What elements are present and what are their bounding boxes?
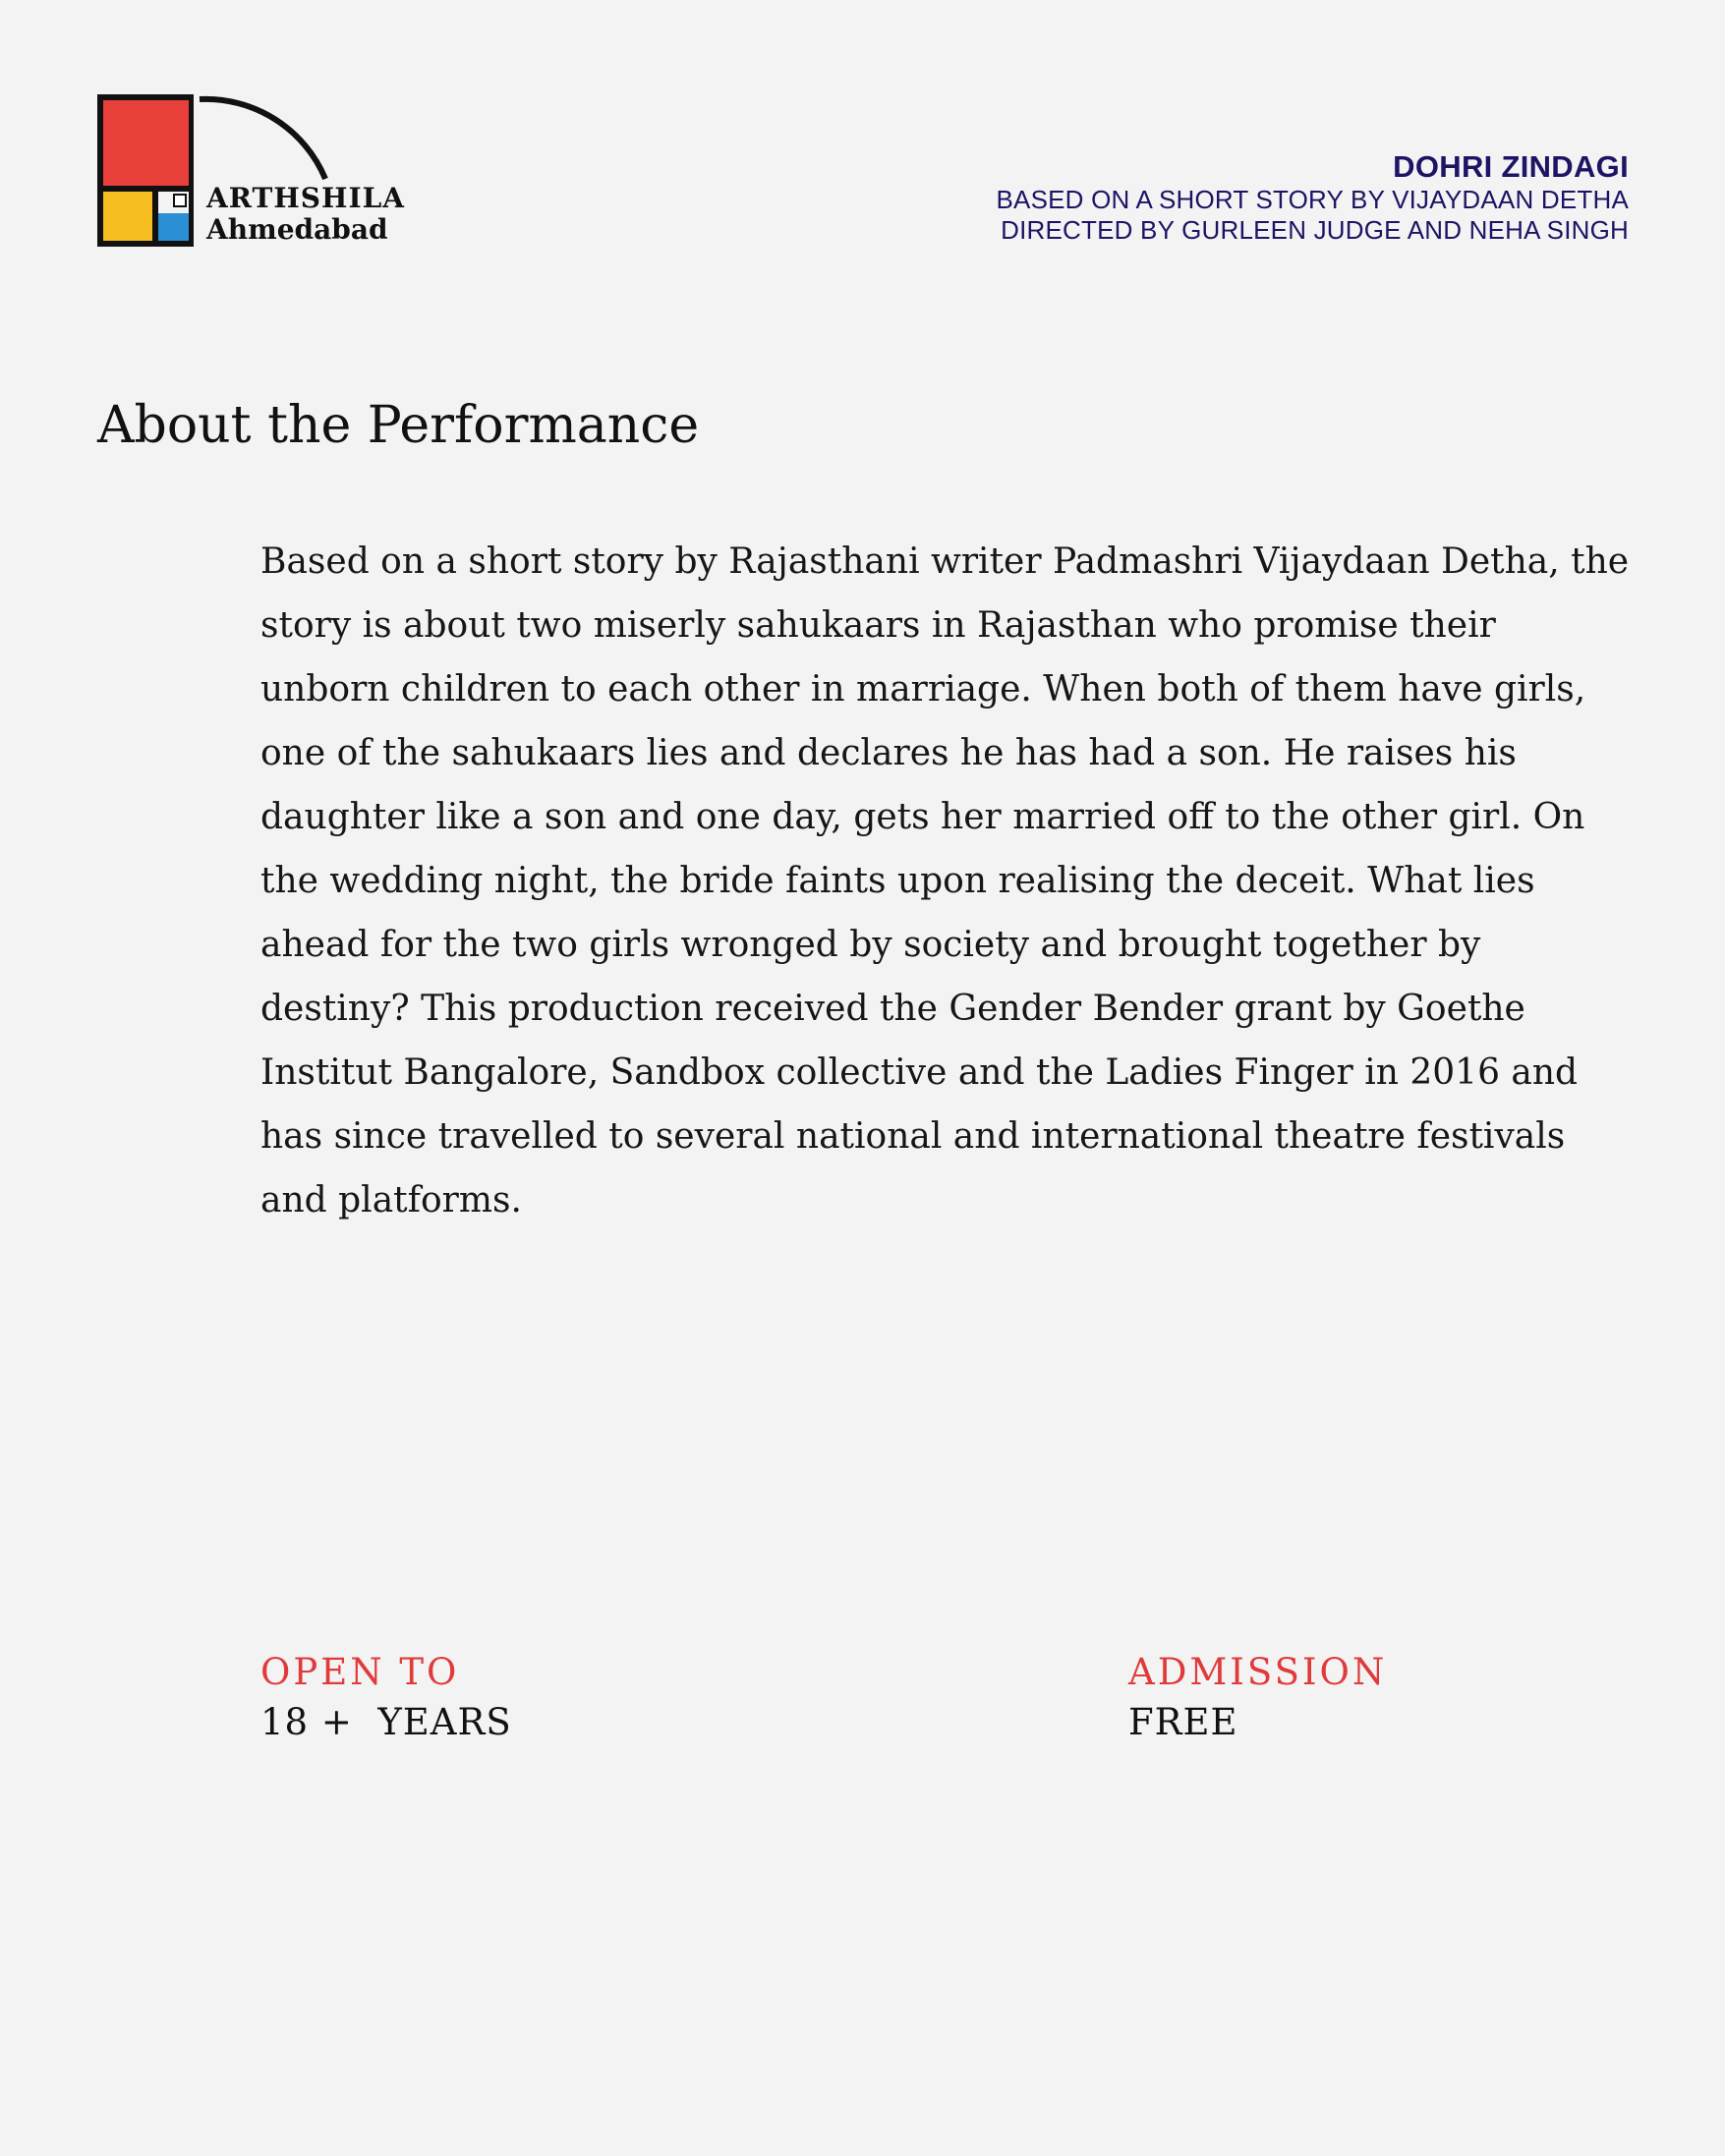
logo-name: ARTHSHILA — [206, 182, 405, 214]
event-title: DOHRI ZINDAGI — [1393, 149, 1629, 184]
about-heading: About the Performance — [97, 396, 700, 455]
logo-yellow-block — [103, 192, 152, 241]
open-to-block — [260, 1644, 512, 1744]
open-to-value: 18 + YEARS — [260, 1701, 512, 1743]
logo-blue-block — [158, 213, 189, 241]
event-header — [997, 149, 1630, 246]
event-directed-by: DIRECTED BY GURLEEN JUDGE AND NEHA SINGH — [1001, 215, 1629, 245]
logo-city: Ahmedabad — [206, 213, 388, 246]
admission-label: ADMISSION — [1128, 1651, 1388, 1693]
open-to-label: OPEN TO — [260, 1651, 460, 1693]
arthshila-logo — [97, 94, 412, 252]
admission-block — [1128, 1644, 1387, 1744]
logo-white-square — [174, 195, 186, 206]
event-based-on: BASED ON A SHORT STORY BY VIJAYDAAN DETHA — [996, 185, 1629, 214]
logo-red-block — [103, 100, 189, 186]
about-description: Based on a short story by Rajasthani writer Padmashri Vijaydaan Detha, the story is about two miserly sahukaars in Rajasthan who promise their unborn children to each other in marriage. When both of them have girls, one of the sahukaars lies and declares he has had a son. He raises his daughter like a son and one day, gets her married off to the other girl. On the wedding night, the bride faints upon realising the deceit. What lies ahead for the two girls wronged by society and brought together by destiny? This production received the Gender Bender grant by Goethe Institut Bangalore, Sandbox collective and the Ladies Finger in 2016 and has since travelled to several national and international theatre festivals and platforms. — [260, 541, 1630, 1220]
admission-value: FREE — [1128, 1701, 1238, 1743]
logo-arc — [200, 99, 325, 179]
